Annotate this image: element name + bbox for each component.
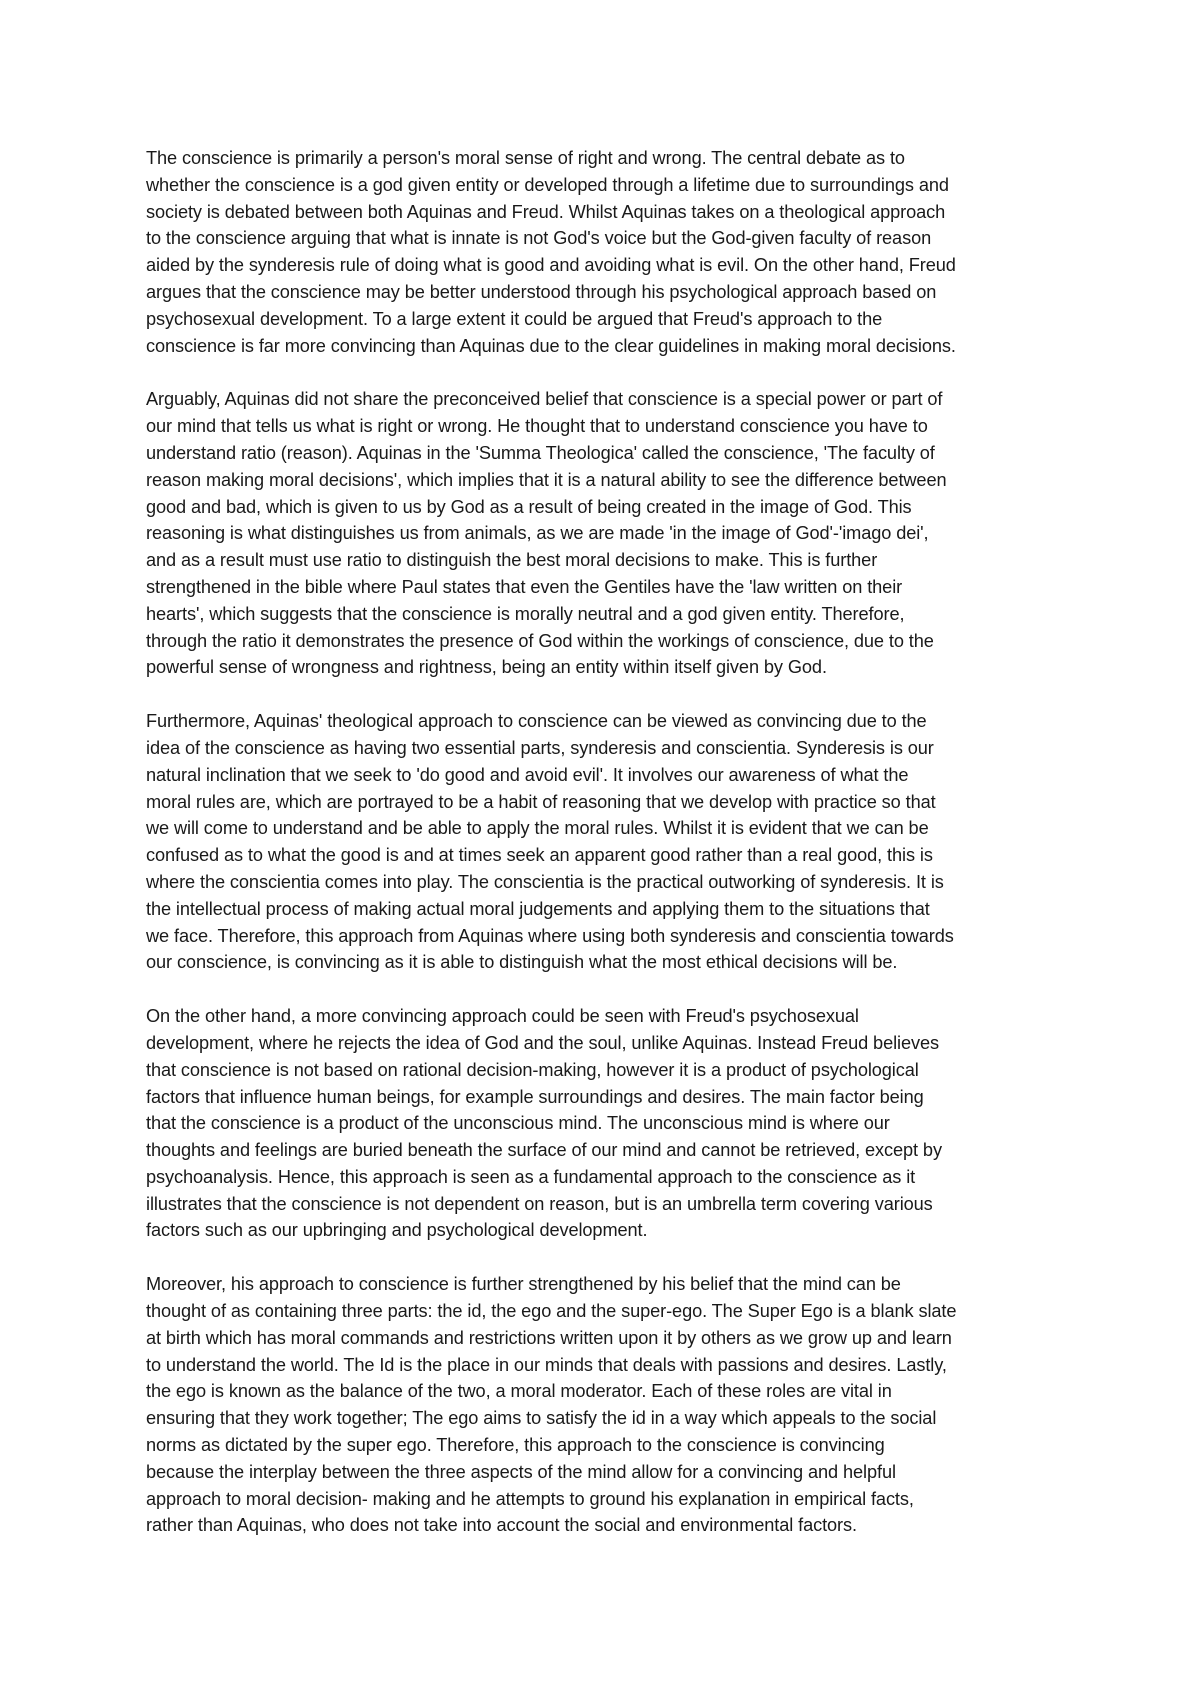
text-line: hearts', which suggests that the conscience is morally neutral and a god given entity. Therefore, — [146, 603, 905, 624]
text-line: factors such as our upbringing and psychological development. — [146, 1220, 648, 1241]
text-line: to understand the world. The Id is the place in our minds that deals with passions and desires. Lastly, — [146, 1354, 947, 1375]
text-line: whether the conscience is a god given entity or developed through a lifetime due to surroundings and — [146, 174, 949, 195]
text-line: development, where he rejects the idea of God and the soul, unlike Aquinas. Instead Freud believes — [146, 1032, 939, 1053]
text-line: natural inclination that we seek to 'do good and avoid evil'. It involves our awareness of what the — [146, 764, 909, 785]
text-line: strengthened in the bible where Paul states that even the Gentiles have the 'law written on their — [146, 576, 903, 597]
text-line: Moreover, his approach to conscience is further strengthened by his belief that the mind can be — [146, 1274, 901, 1295]
document-body — [146, 145, 1076, 1566]
text-line: reasoning is what distinguishes us from animals, as we are made 'in the image of God'-'imago dei', — [146, 523, 929, 544]
text-line: Furthermore, Aquinas' theological approach to conscience can be viewed as convincing due to the — [146, 711, 927, 732]
text-line: On the other hand, a more convincing approach could be seen with Freud's psychosexual — [146, 1006, 859, 1027]
text-line: the intellectual process of making actual moral judgements and applying them to the situations that — [146, 898, 930, 919]
paragraph-freud-psychosexual — [146, 1003, 1076, 1244]
text-line: rather than Aquinas, who does not take into account the social and environmental factors. — [146, 1515, 857, 1536]
text-line: powerful sense of wrongness and rightness, being an entity within itself given by God. — [146, 657, 827, 678]
text-line: illustrates that the conscience is not dependent on reason, but is an umbrella term covering various — [146, 1193, 933, 1214]
text-line: at birth which has moral commands and restrictions written upon it by others as we grow up and learn — [146, 1327, 952, 1348]
text-line: that conscience is not based on rational decision-making, however it is a product of psychological — [146, 1059, 919, 1080]
text-line: aided by the synderesis rule of doing what is good and avoiding what is evil. On the other hand, Freud — [146, 255, 956, 276]
paragraph-introduction — [146, 145, 1076, 359]
text-line: psychoanalysis. Hence, this approach is seen as a fundamental approach to the conscience as it — [146, 1166, 916, 1187]
text-line: idea of the conscience as having two essential parts, synderesis and conscientia. Synderesis is our — [146, 737, 934, 758]
text-line: thought of as containing three parts: the id, the ego and the super-ego. The Super Ego is a blank slate — [146, 1301, 957, 1322]
text-line: we will come to understand and be able to apply the moral rules. Whilst it is evident that we can be — [146, 818, 929, 839]
paragraph-aquinas-ratio — [146, 386, 1076, 681]
text-line: where the conscientia comes into play. The conscientia is the practical outworking of synderesis. It is — [146, 871, 944, 892]
text-line: reason making moral decisions', which implies that it is a natural ability to see the difference between — [146, 469, 947, 490]
text-line: and as a result must use ratio to distinguish the best moral decisions to make. This is further — [146, 550, 878, 571]
text-line: confused as to what the good is and at times seek an apparent good rather than a real good, this is — [146, 845, 933, 866]
text-line: that the conscience is a product of the unconscious mind. The unconscious mind is where our — [146, 1113, 890, 1134]
text-line: conscience is far more convincing than Aquinas due to the clear guidelines in making moral decisions. — [146, 335, 956, 356]
text-line: Arguably, Aquinas did not share the preconceived belief that conscience is a special power or part of — [146, 389, 943, 410]
text-line: norms as dictated by the super ego. Therefore, this approach to the conscience is convincing — [146, 1435, 885, 1456]
text-line: argues that the conscience may be better understood through his psychological approach based on — [146, 281, 937, 302]
text-line: moral rules are, which are portrayed to be a habit of reasoning that we develop with practice so that — [146, 791, 936, 812]
text-line: understand ratio (reason). Aquinas in the 'Summa Theologica' called the conscience, 'The faculty of — [146, 442, 935, 463]
paragraph-id-ego-superego — [146, 1271, 1076, 1539]
paragraph-synderesis-conscientia — [146, 708, 1076, 976]
text-line: our conscience, is convincing as it is able to distinguish what the most ethical decisions will be. — [146, 952, 898, 973]
text-line: we face. Therefore, this approach from Aquinas where using both synderesis and conscientia towards — [146, 925, 954, 946]
text-line: the ego is known as the balance of the two, a moral moderator. Each of these roles are vital in — [146, 1381, 892, 1402]
text-line: thoughts and feelings are buried beneath the surface of our mind and cannot be retrieved, except by — [146, 1140, 942, 1161]
text-line: psychosexual development. To a large extent it could be argued that Freud's approach to the — [146, 308, 883, 329]
text-line: because the interplay between the three aspects of the mind allow for a convincing and helpful — [146, 1461, 896, 1482]
text-line: The conscience is primarily a person's moral sense of right and wrong. The central debate as to — [146, 148, 905, 168]
text-line: to the conscience arguing that what is innate is not God's voice but the God-given faculty of reason — [146, 228, 932, 249]
text-line: through the ratio it demonstrates the presence of God within the workings of conscience, due to the — [146, 630, 934, 651]
text-line: good and bad, which is given to us by God as a result of being created in the image of God. This — [146, 496, 912, 517]
text-line: ensuring that they work together; The ego aims to satisfy the id in a way which appeals to the social — [146, 1408, 937, 1429]
text-line: factors that influence human beings, for example surroundings and desires. The main factor being — [146, 1086, 924, 1107]
text-line: approach to moral decision- making and he attempts to ground his explanation in empirical facts, — [146, 1488, 914, 1509]
text-line: society is debated between both Aquinas and Freud. Whilst Aquinas takes on a theological approach — [146, 201, 946, 222]
text-line: our mind that tells us what is right or wrong. He thought that to understand conscience you have to — [146, 416, 928, 437]
